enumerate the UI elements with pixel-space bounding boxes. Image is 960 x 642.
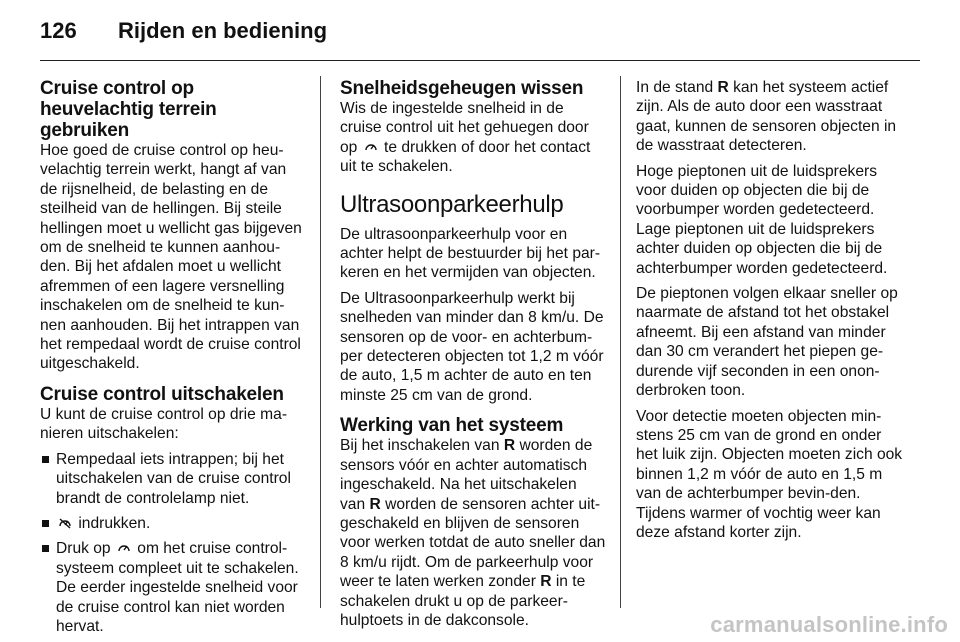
text-fragment: worden de sensors vóór en achter automatisch ingeschakeld. Na het uitschakelen van xyxy=(340,437,593,513)
column-left xyxy=(40,78,304,642)
bullet-text: Rempedaal iets intrappen; bij het uitschakelen van de cruise control brandt de controlelamp niet. xyxy=(56,450,291,507)
bullet-square-icon xyxy=(42,545,49,552)
bullet-text: indrukken. xyxy=(74,514,151,532)
paragraph-beeps-front-rear: Hoge pieptonen uit de luidsprekers voor duiden op objecten die bij de voorbumper worden gedetecteerd. Lage pieptonen uit de luidsprekers achter duiden op objecten die bij de achterbumper worden gedetecteerd. xyxy=(636,162,888,277)
text-fragment: Wis de ingestelde snelheid in de cruise control uit het gehuegen door op xyxy=(340,100,589,156)
column-divider xyxy=(620,76,621,608)
heading-cruise-off: Cruise control uitschakelen xyxy=(40,383,284,405)
reverse-gear-label: R xyxy=(540,573,552,591)
text-fragment: In de stand xyxy=(636,79,718,96)
watermark: carmanualsonline.info xyxy=(710,612,948,637)
heading-cruise-hills: Cruise control op heuvelachtig terrein gebruiken xyxy=(40,78,217,141)
column-middle xyxy=(340,78,606,636)
header-rule xyxy=(40,60,920,61)
paragraph-system-working xyxy=(340,436,606,630)
bullet-square-icon xyxy=(42,520,49,527)
paragraph-speed-memory xyxy=(340,99,606,177)
paragraph-cruise-off: U kunt de cruise control op drie ma-nieren uitschakelen: xyxy=(40,405,288,443)
bullet-text-prefix: Druk op xyxy=(56,540,115,558)
paragraph-parking-1: De ultrasoonparkeerhulp voor en achter helpt de bestuurder bij het par-keren en het vermijden van objecten. xyxy=(340,225,601,282)
bullet-text-suffix: om het cruise control-systeem compleet uit te schakelen. De eerder ingestelde snelheid voor de cruise control kan niet worden hervat. xyxy=(56,540,299,635)
column-divider xyxy=(320,76,321,608)
page-header xyxy=(40,18,327,48)
heading-system-working: Werking van het systeem xyxy=(340,415,564,437)
list-item xyxy=(40,539,304,636)
paragraph-cruise-hills: Hoe goed de cruise control op heu-velachtig terrein werkt, hangt af van de rijsnelheid, de belasting en de steilheid van de hellingen. Bij steile hellingen moet u wellicht gas bijgeven om de snelheid te kunnen aanhou-den. Bij het afdalen moet u wellicht afremmen of een lagere versnelling inschakelen om de snelheid te kun-nen aanhouden. Bij het intrappen van het rempedaal wordt de cruise control uitgeschakeld. xyxy=(40,142,302,373)
heading-parking-assist: Ultrasoonparkeerhulp xyxy=(340,190,564,218)
column-right xyxy=(636,78,904,548)
reverse-gear-label: R xyxy=(369,495,381,513)
cruise-control-icon xyxy=(364,141,378,153)
paragraph-detection: Voor detectie moeten objecten min-stens 25 cm van de grond en onder het luik zijn. Objecten moeten zich ook binnen 1,2 m vóór de auto en 1,5 m van de achterbumper bevin-den. Tijdens warmer of vochtig weer kan deze afstand korter zijn. xyxy=(636,407,903,541)
page-title: Rijden en bediening xyxy=(118,18,328,43)
page-number: 126 xyxy=(40,18,77,43)
list-item xyxy=(40,514,304,533)
cruise-control-icon xyxy=(117,542,131,554)
paragraph-beeps-distance: De pieptonen volgen elkaar sneller op naarmate de afstand tot het obstakel afneemt. Bij een afstand van minder dan 30 cm verandert het piepen ge-durende vijf seconden in een onon-derbroken toon. xyxy=(636,285,898,400)
text-fragment: in te schakelen drukt u op de parkeer-hulptoets in de dakconsole. xyxy=(340,573,586,629)
list-item xyxy=(40,450,304,508)
bullet-list xyxy=(40,450,304,637)
reverse-gear-label: R xyxy=(503,437,516,455)
paragraph-carwash xyxy=(636,78,904,156)
text-fragment: kan het systeem actief zijn. Als de auto door een wasstraat gaat, kunnen de sensoren objecten in de wasstraat detecteren. xyxy=(636,79,897,155)
text-fragment: te drukken of door het contact uit te schakelen. xyxy=(340,138,591,176)
bullet-square-icon xyxy=(42,456,49,463)
heading-speed-memory: Snelheidsgeheugen wissen xyxy=(340,78,584,99)
text-fragment: Bij het inschakelen van xyxy=(340,437,504,455)
text-fragment: worden de sensoren achter uit-geschakeld en blijven de sensoren voor werken totdat de auto sneller dan 8 km/u rijdt. Om de parkeerhulp voor weer te laten werken zonder xyxy=(340,495,606,591)
paragraph-parking-2: De Ultrasoonparkeerhulp werkt bij snelheden van minder dan 8 km/u. De sensoren op de voor- en achterbum-per detecteren objecten tot 1,2 m vóór de auto, 1,5 m achter de auto en ten minste 25 cm van de grond. xyxy=(340,289,604,404)
reverse-gear-label: R xyxy=(717,79,729,96)
cruise-off-icon xyxy=(58,517,72,529)
